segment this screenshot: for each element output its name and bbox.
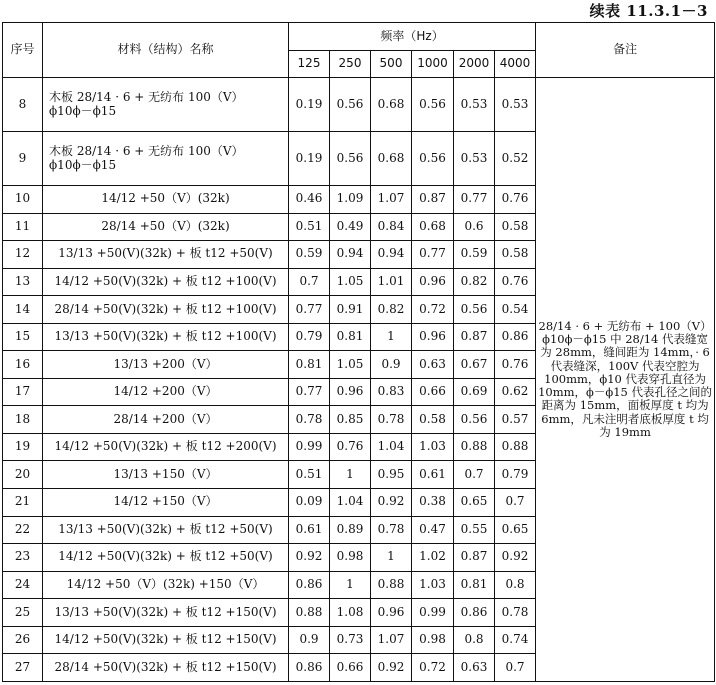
- row-value: 0.47: [412, 516, 454, 544]
- row-value: 0.86: [454, 599, 495, 627]
- row-value: 0.84: [371, 213, 412, 241]
- row-value: 0.66: [330, 654, 371, 682]
- row-value: 1.04: [330, 489, 371, 517]
- row-value: 1.05: [330, 351, 371, 379]
- row-value: 0.76: [495, 268, 536, 296]
- row-material: 28/14 +50(V)(32k) + 板 t12 +150(V): [43, 654, 289, 682]
- row-value: 0.19: [289, 132, 330, 186]
- row-material: 14/12 +200（V）: [43, 378, 289, 406]
- row-value: 0.56: [454, 296, 495, 324]
- row-value: 0.76: [495, 186, 536, 214]
- row-value: 0.56: [330, 132, 371, 186]
- row-value: 0.54: [495, 296, 536, 324]
- row-value: 0.38: [412, 489, 454, 517]
- material-line-1: 木板 28/14 · 6 + 无纺布 100（V）: [49, 89, 244, 104]
- row-value: 1: [330, 571, 371, 599]
- row-value: 0.83: [371, 378, 412, 406]
- row-value: 0.59: [454, 241, 495, 269]
- row-value: 0.66: [412, 378, 454, 406]
- row-value: 0.85: [330, 406, 371, 434]
- row-seq: 21: [3, 489, 43, 517]
- row-seq: 25: [3, 599, 43, 627]
- row-material: 13/13 +50(V)(32k) + 板 t12 +50(V): [43, 241, 289, 269]
- row-value: 0.65: [495, 516, 536, 544]
- frequency-header: 频率（Hz）: [289, 23, 536, 51]
- row-seq: 9: [3, 132, 43, 186]
- row-value: 1: [371, 323, 412, 351]
- row-value: 0.51: [289, 213, 330, 241]
- row-value: 0.59: [289, 241, 330, 269]
- row-value: 0.99: [412, 599, 454, 627]
- row-value: 0.53: [454, 78, 495, 132]
- row-seq: 13: [3, 268, 43, 296]
- row-value: 0.88: [289, 599, 330, 627]
- row-seq: 10: [3, 186, 43, 214]
- row-value: 0.94: [330, 241, 371, 269]
- row-value: 0.63: [412, 351, 454, 379]
- row-material: 14/12 +50（V）(32k) +150（V）: [43, 571, 289, 599]
- row-value: 0.49: [330, 213, 371, 241]
- row-value: 0.77: [454, 186, 495, 214]
- row-value: 0.81: [289, 351, 330, 379]
- row-seq: 15: [3, 323, 43, 351]
- row-value: 0.56: [330, 78, 371, 132]
- row-value: 0.86: [289, 571, 330, 599]
- row-value: 0.57: [495, 406, 536, 434]
- row-value: 0.87: [454, 323, 495, 351]
- row-value: 0.68: [371, 132, 412, 186]
- row-value: 0.87: [412, 186, 454, 214]
- row-seq: 22: [3, 516, 43, 544]
- freq-250-header: 250: [330, 51, 371, 78]
- row-value: 0.58: [495, 241, 536, 269]
- row-value: 0.7: [454, 461, 495, 489]
- row-value: 1.03: [412, 433, 454, 461]
- row-value: 0.81: [454, 571, 495, 599]
- absorption-coefficient-table: [2, 22, 715, 682]
- row-value: 1.07: [371, 186, 412, 214]
- row-material: 14/12 +50(V)(32k) + 板 t12 +50(V): [43, 544, 289, 572]
- row-value: 0.63: [454, 654, 495, 682]
- row-value: 0.77: [289, 378, 330, 406]
- row-material: 14/12 +50(V)(32k) + 板 t12 +200(V): [43, 433, 289, 461]
- row-value: 1.05: [330, 268, 371, 296]
- row-value: 0.96: [371, 599, 412, 627]
- row-material: 14/12 +50（V）(32k): [43, 186, 289, 214]
- row-value: 1.08: [330, 599, 371, 627]
- header-row-1: [3, 23, 715, 51]
- freq-125-header: 125: [289, 51, 330, 78]
- table-row: [3, 78, 715, 132]
- row-value: 1: [330, 461, 371, 489]
- row-value: 0.91: [330, 296, 371, 324]
- row-value: 0.72: [412, 654, 454, 682]
- row-value: 0.67: [454, 351, 495, 379]
- row-value: 0.09: [289, 489, 330, 517]
- row-value: 0.74: [495, 626, 536, 654]
- material-header: 材料（结构）名称: [43, 23, 289, 78]
- row-material: 28/14 +50（V）(32k): [43, 213, 289, 241]
- row-value: 0.76: [495, 351, 536, 379]
- row-material: 14/12 +50(V)(32k) + 板 t12 +150(V): [43, 626, 289, 654]
- row-material: 13/13 +200（V）: [43, 351, 289, 379]
- row-value: 0.8: [495, 571, 536, 599]
- row-value: 0.69: [454, 378, 495, 406]
- row-value: 0.62: [495, 378, 536, 406]
- row-value: 0.95: [371, 461, 412, 489]
- material-line-1: 木板 28/14 · 6 + 无纺布 100（V）: [49, 143, 244, 158]
- row-value: 0.46: [289, 186, 330, 214]
- row-value: 0.96: [412, 323, 454, 351]
- row-material: 13/13 +50(V)(32k) + 板 t12 +150(V): [43, 599, 289, 627]
- row-value: 0.81: [330, 323, 371, 351]
- row-value: 0.88: [454, 433, 495, 461]
- row-value: 1.03: [412, 571, 454, 599]
- row-value: 0.77: [412, 241, 454, 269]
- row-value: 0.89: [330, 516, 371, 544]
- row-value: 1.02: [412, 544, 454, 572]
- row-value: 0.8: [454, 626, 495, 654]
- row-material: 28/14 +50(V)(32k) + 板 t12 +100(V): [43, 296, 289, 324]
- row-value: 0.58: [495, 213, 536, 241]
- row-material: [43, 132, 289, 186]
- row-value: 0.68: [371, 78, 412, 132]
- row-seq: 26: [3, 626, 43, 654]
- row-value: 0.88: [495, 433, 536, 461]
- row-value: 0.82: [371, 296, 412, 324]
- row-seq: 24: [3, 571, 43, 599]
- row-value: 0.65: [454, 489, 495, 517]
- row-value: 0.53: [454, 132, 495, 186]
- row-value: 0.56: [412, 78, 454, 132]
- row-value: 0.55: [454, 516, 495, 544]
- row-material: 14/12 +50(V)(32k) + 板 t12 +100(V): [43, 268, 289, 296]
- material-line-2: ϕ10ϕ－ϕ15: [49, 157, 117, 172]
- row-value: 0.73: [330, 626, 371, 654]
- row-value: 0.98: [330, 544, 371, 572]
- row-material: [43, 78, 289, 132]
- row-material: 13/13 +50(V)(32k) + 板 t12 +100(V): [43, 323, 289, 351]
- row-value: 0.98: [412, 626, 454, 654]
- row-seq: 17: [3, 378, 43, 406]
- freq-500-header: 500: [371, 51, 412, 78]
- seq-header: 序号: [3, 23, 43, 78]
- row-value: 1: [371, 544, 412, 572]
- row-value: 0.9: [371, 351, 412, 379]
- row-value: 0.53: [495, 78, 536, 132]
- row-seq: 23: [3, 544, 43, 572]
- row-value: 0.78: [371, 516, 412, 544]
- row-value: 0.19: [289, 78, 330, 132]
- row-value: 0.68: [412, 213, 454, 241]
- row-value: 0.56: [412, 132, 454, 186]
- row-value: 0.76: [330, 433, 371, 461]
- row-value: 0.72: [412, 296, 454, 324]
- row-value: 0.99: [289, 433, 330, 461]
- row-value: 0.96: [412, 268, 454, 296]
- row-value: 0.52: [495, 132, 536, 186]
- row-value: 0.7: [495, 489, 536, 517]
- row-value: 0.51: [289, 461, 330, 489]
- row-value: 0.6: [454, 213, 495, 241]
- row-seq: 11: [3, 213, 43, 241]
- row-value: 0.78: [495, 599, 536, 627]
- row-seq: 14: [3, 296, 43, 324]
- row-value: 0.61: [289, 516, 330, 544]
- row-seq: 12: [3, 241, 43, 269]
- row-value: 0.92: [371, 489, 412, 517]
- row-value: 0.61: [412, 461, 454, 489]
- row-value: 0.77: [289, 296, 330, 324]
- row-value: 1.09: [330, 186, 371, 214]
- row-value: 0.92: [371, 654, 412, 682]
- row-seq: 18: [3, 406, 43, 434]
- row-material: 13/13 +50(V)(32k) + 板 t12 +50(V): [43, 516, 289, 544]
- row-value: 0.79: [495, 461, 536, 489]
- row-seq: 27: [3, 654, 43, 682]
- row-seq: 8: [3, 78, 43, 132]
- row-value: 0.7: [289, 268, 330, 296]
- row-value: 1.01: [371, 268, 412, 296]
- row-value: 0.58: [412, 406, 454, 434]
- row-value: 0.9: [289, 626, 330, 654]
- row-value: 0.78: [371, 406, 412, 434]
- row-material: 13/13 +150（V）: [43, 461, 289, 489]
- remark-header: 备注: [536, 23, 715, 78]
- row-value: 0.87: [454, 544, 495, 572]
- row-material: 28/14 +200（V）: [43, 406, 289, 434]
- row-value: 0.94: [371, 241, 412, 269]
- row-value: 0.79: [289, 323, 330, 351]
- row-value: 0.92: [289, 544, 330, 572]
- row-seq: 19: [3, 433, 43, 461]
- freq-4000-header: 4000: [495, 51, 536, 78]
- row-value: 0.82: [454, 268, 495, 296]
- row-value: 1.04: [371, 433, 412, 461]
- remark-cell: 28/14 · 6 + 无纺布 + 100（V）ϕ10ϕ－ϕ15 中 28/14 代表缝宽为 28mm，缝间距为 14mm，· 6 代表缝深，100V 代表空腔为 100mm，ϕ10 代表穿孔直径为 10mm，ϕ－ϕ15 代表孔径之间的距离为 15mm，面板厚度 t 均为 6mm，凡未注明者底板厚度 t 均为 19mm: [536, 78, 715, 682]
- row-seq: 16: [3, 351, 43, 379]
- row-value: 0.7: [495, 654, 536, 682]
- row-value: 0.56: [454, 406, 495, 434]
- row-material: 14/12 +150（V）: [43, 489, 289, 517]
- row-value: 0.92: [495, 544, 536, 572]
- row-value: 0.86: [289, 654, 330, 682]
- row-seq: 20: [3, 461, 43, 489]
- row-value: 1.07: [371, 626, 412, 654]
- freq-2000-header: 2000: [454, 51, 495, 78]
- continuation-title: 续表 11.3.1－3: [589, 2, 708, 20]
- row-value: 0.86: [495, 323, 536, 351]
- material-line-2: ϕ10ϕ－ϕ15: [49, 103, 117, 118]
- freq-1000-header: 1000: [412, 51, 454, 78]
- row-value: 0.88: [371, 571, 412, 599]
- row-value: 0.78: [289, 406, 330, 434]
- row-value: 0.96: [330, 378, 371, 406]
